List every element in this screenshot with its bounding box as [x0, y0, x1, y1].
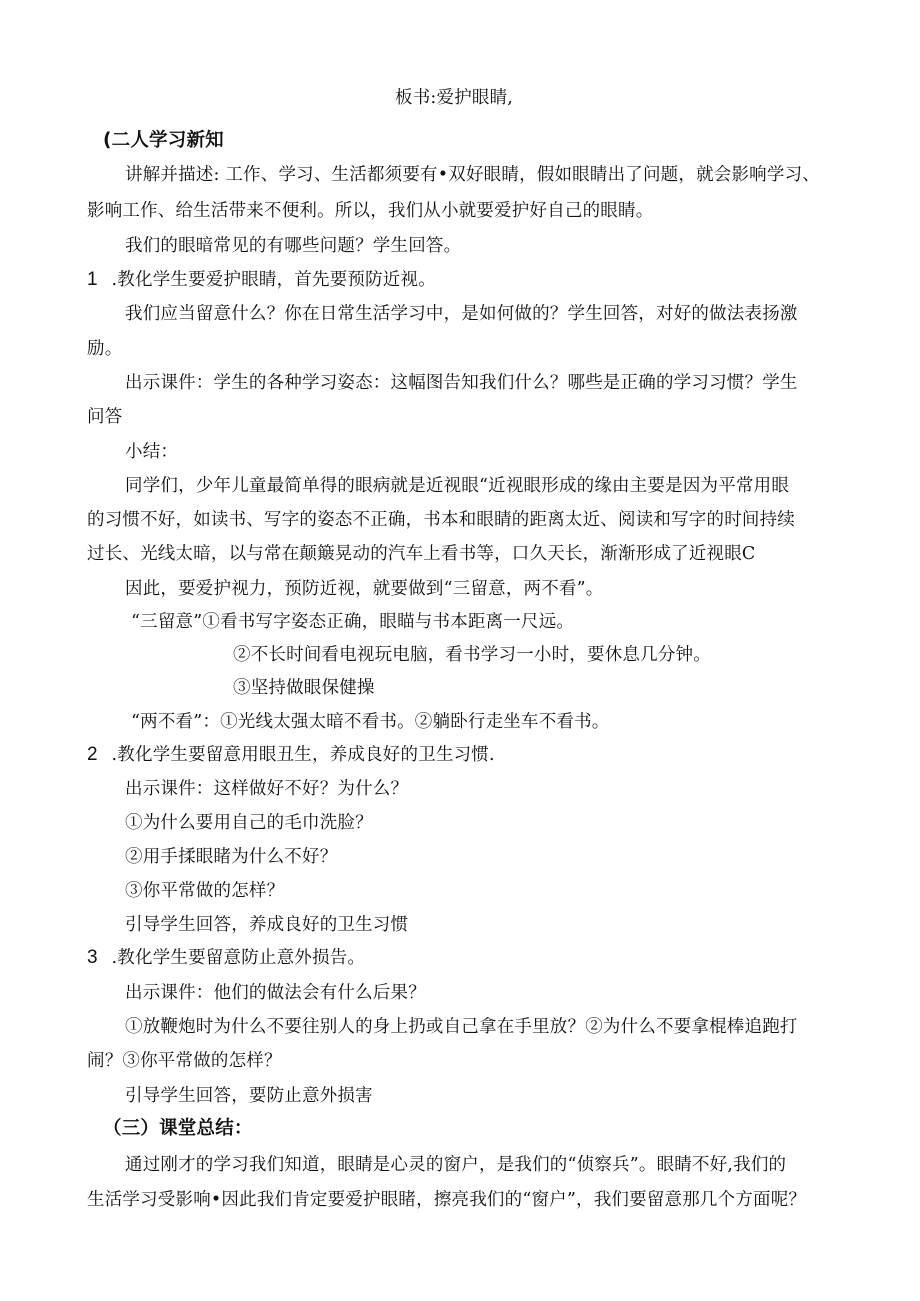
item-1-summary-label: 小结：: [125, 442, 179, 462]
item-3-show: 出示课件：他们的做法会有什么后果？: [125, 983, 426, 1003]
item-2-number: 2: [87, 744, 98, 765]
item-2-question-3: ③你平常做的怎样？: [125, 881, 285, 901]
item-1-paragraph-line-2: 的习惯不好，如读书、写字的姿态不正确，书本和眼睛的距离太近、阅读和写字的时间持续: [87, 510, 795, 530]
item-1-paragraph-line-1: 同学们，少年儿童最简单得的眼病就是近视眼“近视眼形成的缘由主要是因为平常用眼: [125, 476, 790, 496]
item-1-number: 1: [87, 269, 98, 290]
item-2-title: .教化学生要留意用眼丑生，养成良好的卫生习惯.: [111, 745, 495, 765]
item-1-show-line-2: 问答: [87, 407, 123, 427]
conclusion-line-1: 通过刚才的学习我们知道，眼睛是心灵的窗户，是我们的“侦察兵”。眼睛不好,我们的: [125, 1155, 787, 1175]
item-3-number: 3: [87, 947, 98, 968]
item-1-three-cautions-2: ②不长时间看电视玩电脑，看书学习一小时，要休息几分钟。: [233, 645, 711, 665]
item-1-three-cautions-3: ③坚持做眼保健操: [233, 678, 375, 698]
conclusion-line-2: 生活学习受影响•因此我们肯定要爱护眼睹，擦亮我们的“窗户”，我们要留意那几个方面呢？: [87, 1190, 807, 1210]
item-1-title: .教化学生要爱护眼睛，首先要预防近视。: [111, 270, 436, 290]
item-1-show-line-1: 出示课件：学生的各种学习姿态：这幅图告知我们什么？哪些是正确的学习习惯？学生: [125, 373, 798, 393]
board-title: 板书:爱护眼睛,: [395, 88, 514, 108]
item-1-three-cautions-1: “三留意”①看书写字姿态正确，眼瞄与书本距离一尺远。: [131, 612, 575, 632]
item-3-question-line-2: 闹？③你平常做的怎样？: [87, 1051, 282, 1071]
section-heading-learn-new: (二人学习新知: [103, 130, 224, 151]
section-heading-summary: （三）课堂总结：: [103, 1118, 253, 1139]
common-question: 我们的眼暗常见的有哪些问题？学生回答。: [125, 236, 462, 256]
item-1: [87, 268, 436, 292]
item-3: [87, 946, 365, 970]
item-3-guide: 引导学生回答，要防止意外损害: [125, 1086, 373, 1106]
item-1-question-line-1: 我们应当留意什么？你在日常生活学习中，是如何做的？学生回答，对好的做法表扬激: [125, 304, 798, 324]
item-2-guide: 引导学生回答，养成良好的卫生习惯: [125, 915, 409, 935]
intro-line-2: 影响工作、给生活带来不便利。所以，我们从小就要爱护好自己的眼睛。: [87, 201, 654, 221]
item-2: [87, 743, 495, 767]
item-1-therefore: 因此，要爱护视力，预防近视，就要做到“三留意，两不看”。: [125, 579, 604, 599]
item-2-question-1: ①为什么要用自己的毛巾洗脸？: [125, 813, 373, 833]
item-1-paragraph-line-3: 过长、光线太暗，以与常在颠簸晃动的汽车上看书等，口久天长，渐渐形成了近视眼C: [87, 544, 756, 564]
item-2-show: 出示课件：这样做好不好？为什么？: [125, 779, 409, 799]
item-3-question-line-1: ①放鞭炮时为什么不要往别人的身上扔或自己拿在手里放？②为什么不要拿棍棒追跑打: [125, 1017, 798, 1037]
item-1-question-line-2: 励。: [87, 339, 123, 359]
item-1-two-not-read: “两不看”：①光线太强太暗不看书。②躺卧行走坐车不看书。: [131, 712, 610, 732]
item-3-title: .教化学生要留意防止意外损告。: [111, 948, 366, 968]
intro-line-1: 讲解并描述: 工作、学习、生活都须要有•双好眼睛，假如眼睛出了问题，就会影响学习、: [125, 165, 820, 185]
item-2-question-2: ②用手揉眼睹为什么不好？: [125, 847, 338, 867]
